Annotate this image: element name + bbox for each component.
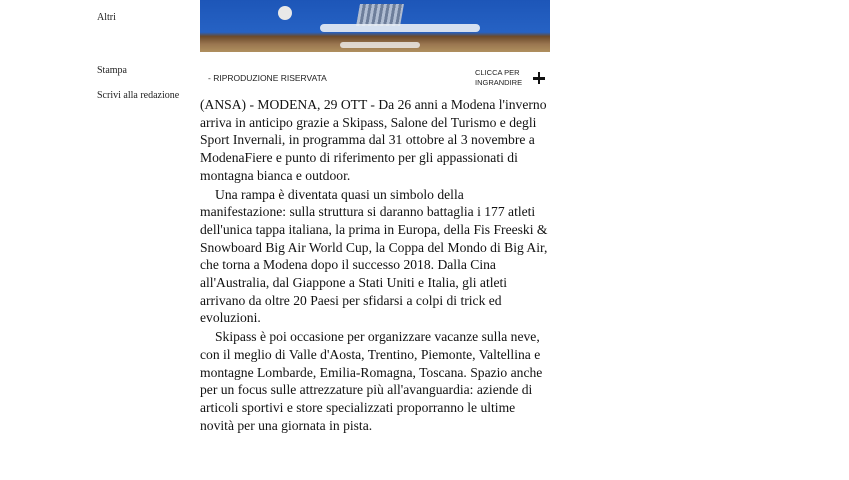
enlarge-photo-button[interactable] [475, 68, 545, 88]
article-paragraph: Una rampa è diventata quasi un simbolo della manifestazione: sulla struttura si daranno battaglia i 177 atleti dell'unica tappa italiana, la prima in Europa, della Fis Freeski & Snowboard Big Air World Cup, la Coppa del Mondo di Big Air, che torna a Modena dopo il successo 2018. Dalla Cina all'Australia, dal Giappone a Stati Uniti e Italia, gli atleti arrivano da oltre 20 Paesi per sfidarsi a colpi di trick ed evoluzioni. [200, 186, 548, 326]
article-photo[interactable] [200, 0, 550, 52]
photo-snow [320, 24, 480, 32]
photo-detail [278, 6, 292, 20]
photo-caption: - RIPRODUZIONE RISERVATA [208, 73, 327, 83]
photo-snow [340, 42, 420, 48]
photo-ramp [356, 4, 404, 26]
article-paragraph: (ANSA) - MODENA, 29 OTT - Da 26 anni a Modena l'inverno arriva in anticipo grazie a Skipass, Salone del Turismo e degli Sport Invernali, in programma dal 31 ottobre al 3 novembre a ModenaFiere e punto di riferimento per gli appassionati di montagna bianca e outdoor. [200, 97, 547, 183]
sidebar-link-altri[interactable]: Altri [97, 12, 116, 23]
sidebar-link-stampa[interactable]: Stampa [97, 65, 127, 76]
enlarge-label: CLICCA PER INGRANDIRE [475, 68, 523, 87]
sidebar-link-scrivi-alla-redazione[interactable]: Scrivi alla redazione [97, 90, 180, 101]
plus-icon [533, 72, 545, 84]
article-body [200, 96, 552, 434]
article-paragraph: Skipass è poi occasione per organizzare vacanze sulla neve, con il meglio di Valle d'Aosta, Trentino, Piemonte, Valtellina e montagne Lombarde, Emilia-Romagna, Toscana. Spazio anche per un focus sulle attrezzature più all'avanguardia: aziende di articoli sportivi e store specializzati proporranno le ultime novità per una giornata in pista. [200, 329, 543, 433]
